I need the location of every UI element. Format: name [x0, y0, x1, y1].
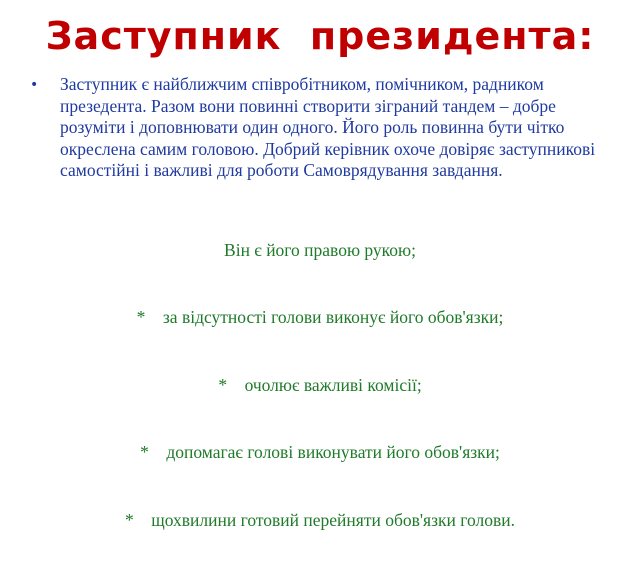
sub-line-duty: * допомагає голові виконувати його обов'язки;	[30, 441, 610, 464]
bullet-icon: •	[30, 74, 60, 96]
sub-line-duty: * очолює важливі комісії;	[30, 374, 610, 397]
bullet-item	[30, 74, 610, 182]
slide-title: Заступник президента:	[0, 14, 640, 58]
sub-line-duty: * щохвилини готовий перейняти обов'язки голови.	[30, 509, 610, 532]
sub-line-duty: * за відсутності голови виконує його обов'язки;	[30, 306, 610, 329]
bullet-text: Заступник є найближчим співробітником, помічником, радником презедента. Разом вони повинні створити зіграний тандем – добре розуміти і доповнювати один одного. Його роль повинна бути чітко окреслена самим головою. Добрий керівник охоче довіряє заступникові самостійні і важливі для роботи Самоврядування завдання.	[60, 74, 610, 182]
sub-list	[30, 194, 610, 576]
slide-content	[30, 74, 610, 576]
sub-line-intro: Він є його правою рукою;	[30, 239, 610, 262]
